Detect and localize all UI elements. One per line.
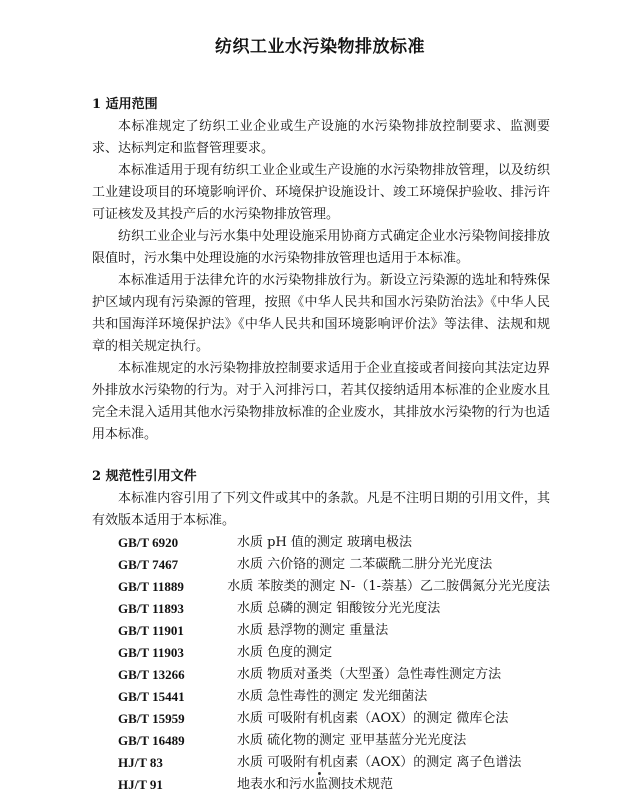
reference-list	[92, 532, 550, 796]
reference-title: 水质 急性毒性的测定 发光细菌法	[237, 689, 428, 704]
reference-title: 水质 六价铬的测定 二苯碳酰二肼分光光度法	[237, 557, 493, 572]
reference-title: 水质 苯胺类的测定 N-（1-萘基）乙二胺偶氮分光光度法	[227, 579, 550, 594]
reference-item	[92, 752, 550, 774]
document-title: 纺织工业水污染物排放标准	[215, 37, 425, 57]
paragraph: 本标准规定的水污染物排放控制要求适用于企业直接或者间接向其法定边界外排放水污染物的行为。对于入河排污口，若其仅接纳适用本标准的企业废水且完全未混入适用其他水污染物排放标准的企业废水，其排放水污染物的行为也适用本标准。	[92, 361, 550, 442]
reference-code: GB/T 15441	[118, 689, 185, 704]
paragraph: 纺织工业企业与污水集中处理设施采用协商方式确定企业水污染物间接排放限值时，污水集中处理设施的水污染物排放管理也适用于本标准。	[92, 229, 550, 266]
reference-code: GB/T 11903	[118, 645, 184, 660]
reference-title: 水质 悬浮物的测定 重量法	[237, 623, 389, 638]
reference-item	[92, 686, 550, 708]
reference-item	[92, 774, 550, 796]
reference-item	[92, 576, 550, 598]
reference-title: 水质 总磷的测定 钼酸铵分光光度法	[237, 601, 441, 616]
reference-title: 地表水和污水监测技术规范	[237, 777, 394, 792]
reference-item	[92, 664, 550, 686]
section-heading-references: 2 规范性引用文件	[92, 469, 197, 484]
reference-code: GB/T 11901	[118, 623, 184, 638]
reference-title: 水质 色度的测定	[237, 645, 333, 660]
reference-code: GB/T 7467	[118, 557, 179, 572]
reference-title: 水质 可吸附有机卤素（AOX）的测定 微库仑法	[237, 711, 509, 726]
reference-code: HJ/T 83	[118, 755, 163, 770]
reference-item	[92, 554, 550, 576]
reference-item	[92, 708, 550, 730]
spacer	[92, 446, 550, 466]
reference-code: GB/T 11889	[118, 579, 184, 594]
reference-item	[92, 620, 550, 642]
document-body	[92, 94, 550, 796]
reference-code: GB/T 6920	[118, 535, 179, 550]
reference-code: GB/T 11893	[118, 601, 184, 616]
reference-title: 水质 pH 值的测定 玻璃电极法	[237, 535, 413, 550]
reference-title: 水质 可吸附有机卤素（AOX）的测定 离子色谱法	[237, 755, 522, 770]
paragraph: 本标准内容引用了下列文件或其中的条款。凡是不注明日期的引用文件，其有效版本适用于本标准。	[92, 491, 550, 528]
page-number-mark	[318, 772, 321, 775]
paragraph: 本标准适用于法律允许的水污染物排放行为。新设立污染源的选址和特殊保护区域内现有污染源的管理，按照《中华人民共和国水污染防治法》《中华人民共和国海洋环境保护法》《中华人民共和国环境影响评价法》等法律、法规和规章的相关规定执行。	[92, 273, 550, 354]
paragraph: 本标准适用于现有纺织工业企业或生产设施的水污染物排放管理，以及纺织工业建设项目的环境影响评价、环境保护设施设计、竣工环境保护验收、排污许可证核发及其投产后的水污染物排放管理。	[92, 163, 550, 222]
reference-code: GB/T 16489	[118, 733, 185, 748]
reference-code: GB/T 13266	[118, 667, 185, 682]
paragraph: 本标准规定了纺织工业企业或生产设施的水污染物排放控制要求、监测要求、达标判定和监督管理要求。	[92, 119, 550, 156]
section-heading-scope: 1 适用范围	[92, 97, 158, 112]
reference-code: GB/T 15959	[118, 711, 185, 726]
reference-item	[92, 642, 550, 664]
reference-title: 水质 硫化物的测定 亚甲基蓝分光光度法	[237, 733, 467, 748]
reference-code: HJ/T 91	[118, 777, 163, 792]
reference-item	[92, 532, 550, 554]
reference-item	[92, 598, 550, 620]
reference-title: 水质 物质对蚤类（大型蚤）急性毒性测定方法	[237, 667, 502, 682]
reference-item	[92, 730, 550, 752]
